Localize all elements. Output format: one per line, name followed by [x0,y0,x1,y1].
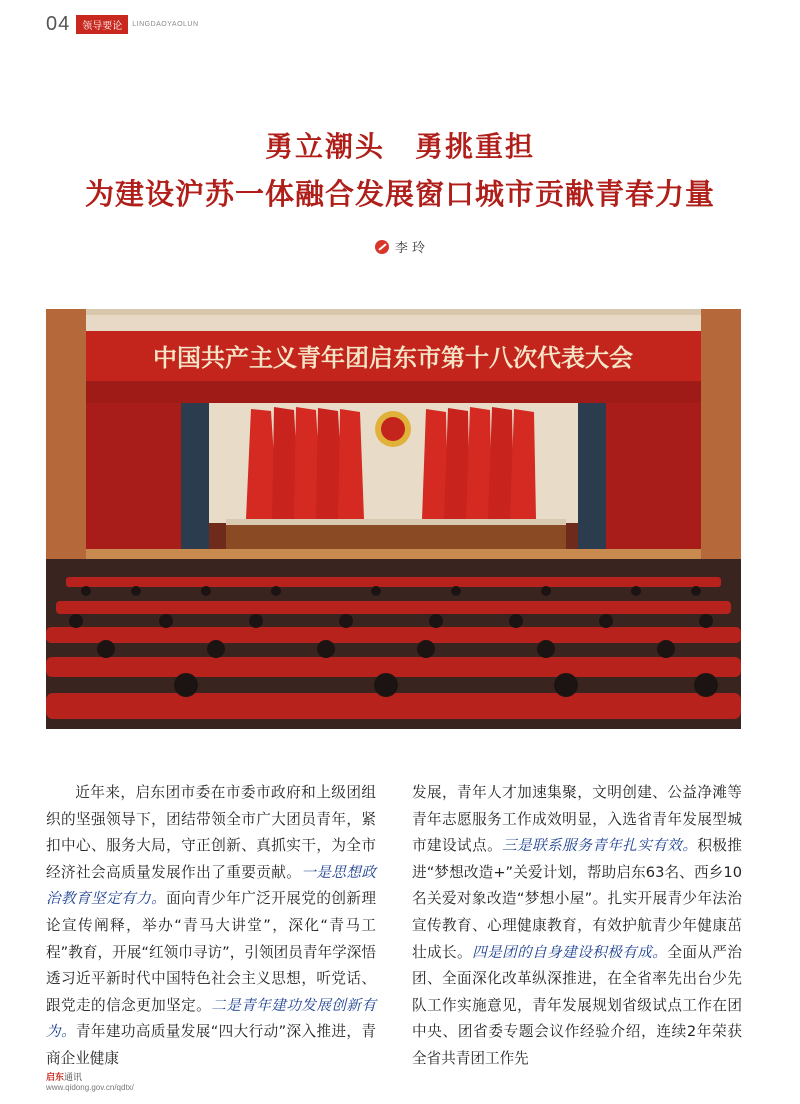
page-number: 04 [46,12,71,35]
body-text: 面向青少年广泛开展党的创新理论宣传阐释，举办“青马大讲堂”，深化“青马工程”教育，开展“红领巾寻访”，引领团员青年学深悟透习近平新时代中国特色社会主义思想，听党话、跟党走的信念更加坚定。 [46,890,376,1014]
highlight-point-3: 三是联系服务青年扎实有效。 [502,837,698,855]
body-paragraph [46,780,376,1073]
body-paragraph [412,780,742,1073]
body-text: 全面从严治团、全面深化改革纵深推进，在全省率先出台少先队工作实施意见，青年发展规划省级试点工作在团中央、团省委专题会议作经验介绍，连续2年荣获全省共青团工作先 [412,943,742,1067]
author-name: 李 玲 [394,241,426,256]
body-column-left [46,780,376,1073]
article-title-line1: 勇立潮头 勇挑重担 [264,130,535,163]
section-pinyin: LINGDAOYAOLUN [132,20,199,28]
page-footer [46,1070,134,1092]
body-text: 积极推进“梦想改造+”关爱计划，帮助启东63名、西乡10名关爱对象改造“梦想小屋”。扎实开展青少年法治宣传教育、心理健康教育，有效护航青少年健康茁壮成长。 [412,837,742,961]
banner-text: 中国共产主义青年团启东市第十八次代表大会 [153,344,633,372]
pen-icon [375,240,389,254]
section-badge: 领导要论 [76,15,128,34]
footer-brand [46,1070,134,1083]
congress-hall-photo [46,309,741,729]
body-text: 青年建功高质量发展“四大行动”深入推进，青商企业健康 [46,1023,376,1067]
article-title-line2: 为建设沪苏一体融合发展窗口城市贡献青春力量 [84,177,715,211]
highlight-point-1: 一是思想政治教育坚定有力。 [46,863,376,908]
author-byline [0,237,800,256]
body-column-right [412,780,742,1073]
body-text: 发展，青年人才加速集聚，文明创建、公益净滩等青年志愿服务工作成效明显，入选省青年发展型城市建设试点。 [412,784,742,855]
body-text: 近年来，启东团市委在市委市政府和上级团组织的坚强领导下，团结带领全市广大团员青年，紧扣中心、服务大局，守正创新、真抓实干，为全市经济社会高质量发展作出了重要贡献。 [46,784,376,881]
highlight-point-2: 二是青年建功发展创新有为。 [46,996,376,1041]
footer-url[interactable]: www.qidong.gov.cn/qdtx/ [46,1083,134,1092]
footer-brand-suffix: 通讯 [64,1073,83,1083]
page-header [46,12,199,36]
congress-hall-illustration [46,309,741,729]
footer-brand-name: 启东 [46,1073,65,1083]
highlight-point-4: 四是团的自身建设积极有成。 [472,943,668,961]
